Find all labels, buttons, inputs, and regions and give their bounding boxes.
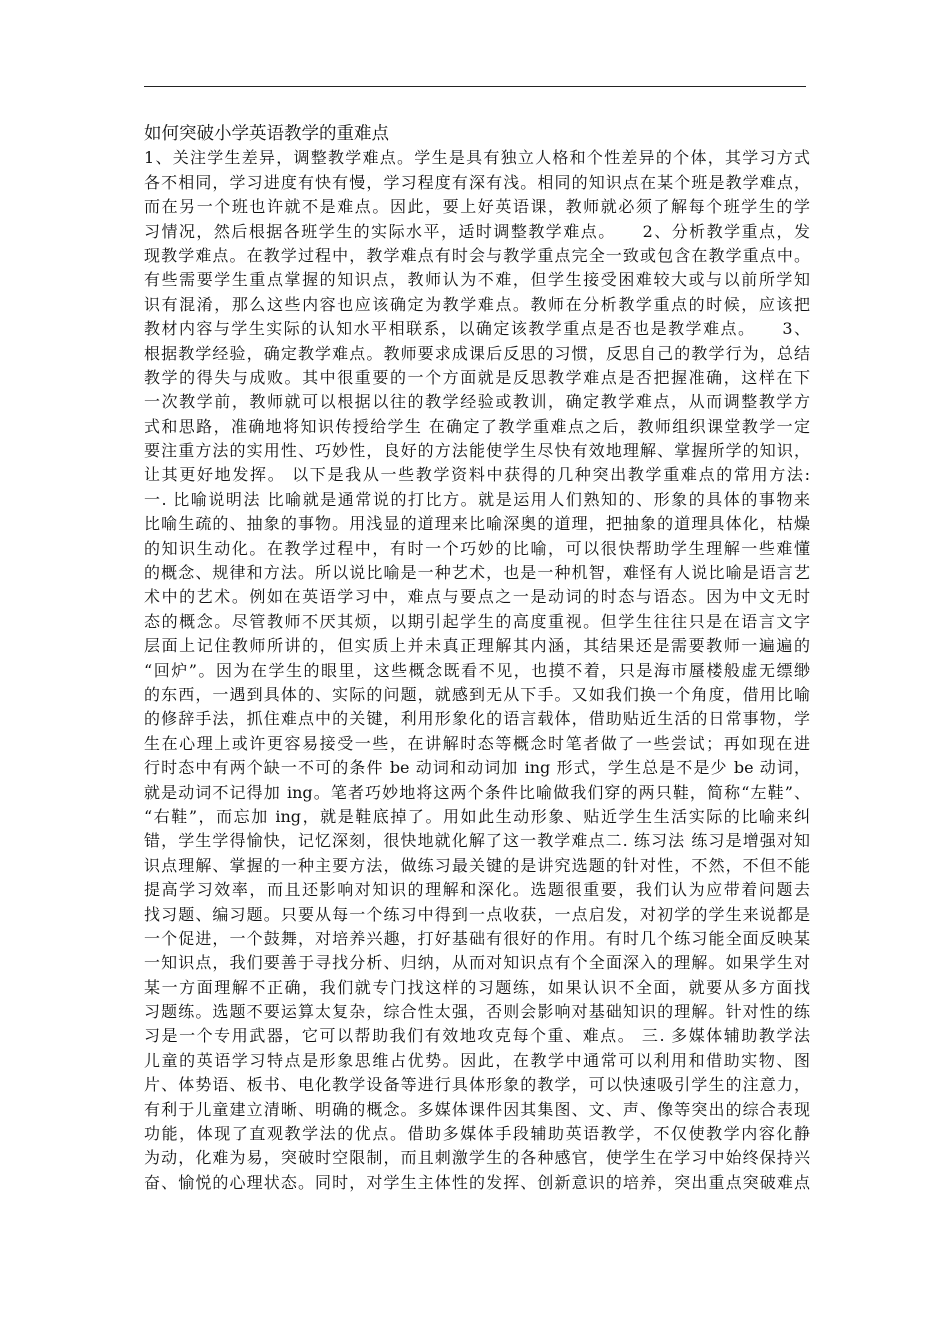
text-line: 教材内容与学生实际的认知水平相联系，以确定该教学重点是否也是教学难点。 3、 [144,319,810,339]
text-line: 一个促进，一个鼓舞，对培养兴趣，打好基础有很好的作用。有时几个练习能全面反映某 [144,928,810,948]
text-line: 习是一个专用武器，它可以帮助我们有效地攻克每个重、难点。 三. 多媒体辅助教学法 [144,1026,810,1046]
text-line: 一. 比喻说明法 比喻就是通常说的打比方。就是运用人们熟知的、形象的具体的事物来 [144,489,810,509]
text-line: 态的概念。尽管教师不厌其烦，以期引起学生的高度重视。但学生往往只是在语言文字 [144,611,810,631]
text-line: 而在另一个班也许就不是难点。因此，要上好英语课，教师就必须了解每个班学生的学 [144,197,810,217]
text-line: 各不相同，学习进度有快有慢，学习程度有深有浅。相同的知识点在某个班是教学难点， [144,172,810,192]
text-line: 就是动词不记得加 ing。笔者巧妙地将这两个条件比喻做我们穿的两只鞋，简称“左鞋”、 [144,782,810,802]
text-line: 习题练。选题不要运算太复杂，综合性太强，否则会影响对基础知识的理解。针对性的练 [144,1002,810,1022]
text-line: 习情况，然后根据各班学生的实际水平，适时调整教学难点。 2、分析教学重点，发 [144,221,810,241]
text-line: 术中的艺术。例如在英语学习中，难点与要点之一是动词的时态与语态。因为中文无时 [144,587,810,607]
text-line: 奋、愉悦的心理状态。同时，对学生主体性的发挥、创新意识的培养，突出重点突破难点 [144,1172,810,1192]
text-line: 识点理解、掌握的一种主要方法，做练习最关键的是讲究选题的针对性，不然，不但不能 [144,855,810,875]
header-rule [144,86,806,87]
text-line: 比喻生疏的、抽象的事物。用浅显的道理来比喻深奥的道理，把抽象的道理具体化，枯燥 [144,514,810,534]
text-line: 有利于儿童建立清晰、明确的概念。多媒体课件因其集图、文、声、像等突出的综合表现 [144,1099,810,1119]
text-line: “回炉”。因为在学生的眼里，这些概念既看不见，也摸不着，只是海市蜃楼般虚无缥缈 [144,660,810,680]
text-line: 要注重方法的实用性、巧妙性，良好的方法能使学生尽快有效地理解、掌握所学的知识， [144,441,810,461]
text-line: 的东西，一遇到具体的、实际的问题，就感到无从下手。又如我们换一个角度，借用比喻 [144,685,810,704]
text-line: 式和思路，准确地将知识传授给学生 在确定了教学重难点之后，教师组织课堂教学一定 [144,416,810,436]
text-line: 某一方面理解不正确，我们就专门找这样的习题练，如果认识不全面，就要从多方面找 [144,977,810,997]
text-line: 儿童的英语学习特点是形象思维占优势。因此，在教学中通常可以利用和借助实物、图 [144,1050,810,1070]
text-line: 根据教学经验，确定教学难点。教师要求成课后反思的习惯，反思自己的教学行为，总结 [144,343,810,363]
text-line: 识有混淆，那么这些内容也应该确定为教学难点。教师在分析教学重点的时候，应该把 [144,294,810,314]
text-line: 有些需要学生重点掌握的知识点，教师认为不难，但学生接受困难较大或与以前所学知 [144,270,810,290]
body-text [144,146,810,1195]
document-title: 如何突破小学英语教学的重难点 [144,124,389,144]
article [144,122,810,1195]
text-line: 错，学生学得愉快，记忆深刻，很快地就化解了这一教学难点二. 练习法 练习是增强对知 [144,831,810,851]
text-line: 一知识点，我们要善于寻找分析、归纳，从而对知识点有个全面深入的理解。如果学生对 [144,953,810,973]
text-line: 的修辞手法，抓住难点中的关键，利用形象化的语言载体，借助贴近生活的日常事物，学 [144,709,810,729]
text-line: “右鞋”，而忘加 ing，就是鞋底掉了。用如此生动形象、贴近学生生活实际的比喻来纠 [144,806,810,826]
text-line: 教学的得失与成败。其中很重要的一个方面就是反思教学难点是否把握准确，这样在下 [144,367,810,387]
text-line: 层面上记住教师所讲的，但实质上并未真正理解其内涵，其结果还是需要教师一遍遍的 [144,636,810,656]
text-line: 找习题、编习题。只要从每一个练习中得到一点收获，一点启发，对初学的学生来说都是 [144,904,810,924]
text-line: 片、体势语、板书、电化教学设备等进行具体形象的教学，可以快速吸引学生的注意力， [144,1075,810,1095]
text-line: 的概念、规律和方法。所以说比喻是一种艺术，也是一种机智，难怪有人说比喻是语言艺 [144,563,810,583]
text-line: 行时态中有两个缺一不可的条件 be 动词和动词加 ing 形式，学生总是不是少 be 动词， [144,758,810,778]
text-line: 功能，体现了直观教学法的优点。借助多媒体手段辅助英语教学，不仅使教学内容化静 [144,1124,810,1144]
text-line: 为动，化难为易，突破时空限制，而且刺激学生的各种感官，使学生在学习中始终保持兴 [144,1148,810,1168]
text-line: 提高学习效率，而且还影响对知识的理解和深化。选题很重要，我们认为应带着问题去 [144,880,810,900]
text-line: 的知识生动化。在教学过程中，有时一个巧妙的比喻，可以很快帮助学生理解一些难懂 [144,538,810,558]
text-line: 1、关注学生差异，调整教学难点。学生是具有独立人格和个性差异的个体，其学习方式 [144,148,810,168]
text-line: 现教学难点。在教学过程中，教学难点有时会与教学重点完全一致或包含在教学重点中。 [144,245,810,265]
text-line: 一次教学前，教师就可以根据以往的教学经验或教训，确定教学难点，从而调整教学方 [144,392,810,412]
text-line: 让其更好地发挥。 以下是我从一些教学资料中获得的几种突出教学重难点的常用方法: [144,465,810,485]
text-line: 生在心理上或许更容易接受一些，在讲解时态等概念时笔者做了一些尝试；再如现在进 [144,733,810,753]
